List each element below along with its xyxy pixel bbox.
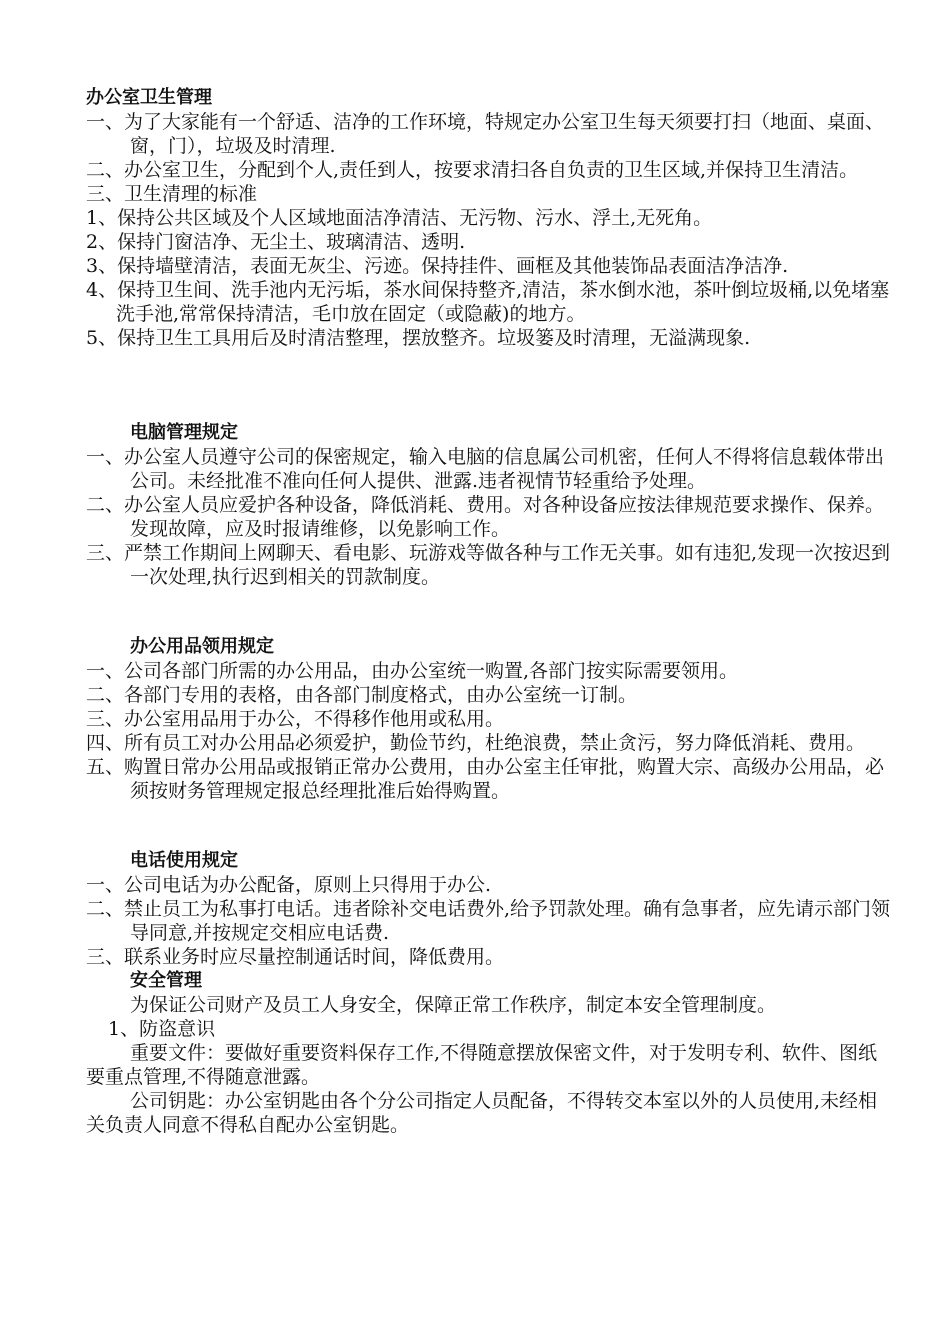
- spacer: [86, 350, 892, 421]
- phone-item: 一、公司电话为办公配备，原则上只得用于办公.: [86, 874, 492, 896]
- hygiene-standard: 2、保持门窗洁净、无尘土、玻璃清洁、透明.: [86, 231, 466, 253]
- hygiene-item: 三、卫生清理的标准: [86, 183, 258, 205]
- hygiene-standard: 5、保持卫生工具用后及时清洁整理，摆放整齐。垃圾篓及时清理，无溢满现象.: [86, 327, 751, 349]
- section-title-phone: 电话使用规定: [130, 850, 238, 871]
- hygiene-standard: 3、保持墙壁清洁，表面无灰尘、污迹。保持挂件、画框及其他装饰品表面洁净洁净.: [86, 255, 789, 277]
- computer-item: 一、办公室人员遵守公司的保密规定，输入电脑的信息属公司机密，任何人不得将信息载体带出公司。未经批准不准向任何人提供、泄露.违者视情节轻重给予处理。: [86, 446, 885, 492]
- spacer: [86, 589, 892, 635]
- spacer: [86, 803, 892, 849]
- supplies-item: 四、所有员工对办公用品必须爱护，勤俭节约，杜绝浪费，禁止贪污，努力降低消耗、费用。: [86, 732, 866, 754]
- computer-item: 二、办公室人员应爱护各种设备，降低消耗、费用。对各种设备应按法律规范要求操作、保养。发现故障，应及时报请维修，以免影响工作。: [86, 494, 885, 540]
- section-title-supplies: 办公用品领用规定: [130, 636, 274, 657]
- hygiene-item: 一、为了大家能有一个舒适、洁净的工作环境，特规定办公室卫生每天须要打扫（地面、桌面、窗，门），垃圾及时清理.: [86, 111, 885, 157]
- section-title-computer: 电脑管理规定: [130, 422, 238, 443]
- security-paragraph: 重要文件：要做好重要资料保存工作,不得随意摆放保密文件，对于发明专利、软件、图纸要重点管理,不得随意泄露。: [86, 1042, 878, 1088]
- hygiene-standard: 4、保持卫生间、洗手池内无污垢，茶水间保持整齐,清洁，茶水倒水池，茶叶倒垃圾桶,以免堵塞洗手池,常常保持清洁，毛巾放在固定（或隐蔽)的地方。: [86, 279, 890, 325]
- section-title-hygiene: 办公室卫生管理: [86, 87, 212, 108]
- security-intro: 为保证公司财产及员工人身安全，保障正常工作秩序，制定本安全管理制度。: [130, 994, 777, 1016]
- supplies-item: 一、公司各部门所需的办公用品，由办公室统一购置,各部门按实际需要领用。: [86, 660, 739, 682]
- supplies-item: 三、办公室用品用于办公，不得移作他用或私用。: [86, 708, 505, 730]
- hygiene-item: 二、办公室卫生，分配到个人,责任到人，按要求清扫各自负责的卫生区域,并保持卫生清洁。: [86, 159, 859, 181]
- computer-item: 三、严禁工作期间上网聊天、看电影、玩游戏等做各种与工作无关事。如有违犯,发现一次按迟到一次处理,执行迟到相关的罚款制度。: [86, 542, 891, 588]
- section-title-security: 安全管理: [130, 970, 202, 991]
- phone-item: 三、联系业务时应尽量控制通话时间，降低费用。: [86, 946, 505, 968]
- security-paragraph: 公司钥匙：办公室钥匙由各个分公司指定人员配备，不得转交本室以外的人员使用,未经相关负责人同意不得私自配办公室钥匙。: [86, 1090, 878, 1136]
- security-subtitle: 1、防盗意识: [108, 1018, 216, 1040]
- phone-item: 二、禁止员工为私事打电话。违者除补交电话费外,给予罚款处理。确有急事者，应先请示部门领导同意,并按规定交相应电话费.: [86, 898, 891, 944]
- supplies-item: 二、各部门专用的表格，由各部门制度格式，由办公室统一订制。: [86, 684, 638, 706]
- document-page: [86, 86, 892, 1137]
- hygiene-standard: 1、保持公共区域及个人区域地面洁净清洁、无污物、污水、浮土,无死角。: [86, 207, 713, 229]
- supplies-item: 五、购置日常办公用品或报销正常办公费用，由办公室主任审批，购置大宗、高级办公用品，必须按财务管理规定报总经理批准后始得购置。: [86, 756, 885, 802]
